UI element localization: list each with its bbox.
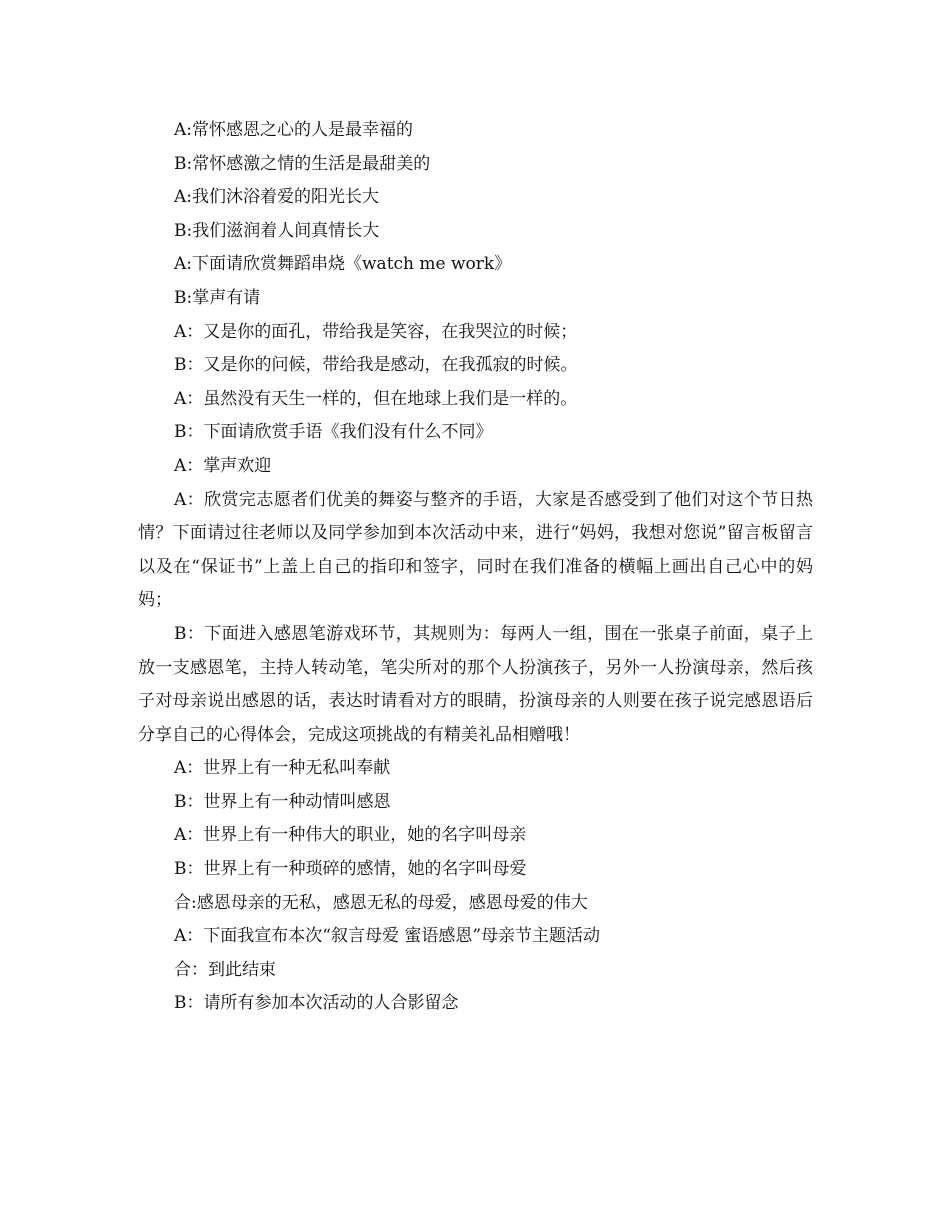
document-body xyxy=(138,114,813,1021)
paragraph-21: B：请所有参加本次活动的人合影留念 xyxy=(174,993,459,1014)
paragraph-8: B：又是你的问候，带给我是感动，在我孤寂的时候。 xyxy=(174,355,578,376)
paragraph-7: A：又是你的面孔，带给我是笑容，在我哭泣的时候； xyxy=(174,321,578,342)
paragraph-4: B:我们滋润着人间真情长大 xyxy=(174,220,380,241)
paragraph-11: A：掌声欢迎 xyxy=(174,455,272,476)
paragraph-2: B:常怀感激之情的生活是最甜美的 xyxy=(174,153,431,174)
paragraph-12: A：欣赏完志愿者们优美的舞姿与整齐的手语，大家是否感受到了他们对这个节日热情？下面请过往老师以及同学参加到本次活动中来，进行“妈妈，我想对您说”留言板留言以及在“保证书”上盖上自己的指印和签字，同时在我们准备的横幅上画出自己心中的妈妈； xyxy=(138,489,813,611)
paragraph-18: 合:感恩母亲的无私，感恩无私的母爱，感恩母爱的伟大 xyxy=(174,892,588,913)
paragraph-16: A：世界上有一种伟大的职业，她的名字叫母亲 xyxy=(174,825,527,846)
paragraph-6: B:掌声有请 xyxy=(174,287,261,308)
paragraph-14: A：世界上有一种无私叫奉献 xyxy=(174,758,391,779)
paragraph-1: A:常怀感恩之心的人是最幸福的 xyxy=(174,120,414,140)
paragraph-15: B：世界上有一种动情叫感恩 xyxy=(174,791,391,812)
paragraph-3: A:我们沐浴着爱的阳光长大 xyxy=(174,187,380,208)
paragraph-20: 合：到此结束 xyxy=(174,959,276,980)
paragraph-13: B：下面进入感恩笔游戏环节，其规则为：每两人一组，围在一张桌子前面，桌子上放一支感恩笔，主持人转动笔，笔尖所对的那个人扮演孩子，另外一人扮演母亲，然后孩子对母亲说出感恩的话，表达时请看对方的眼睛，扮演母亲的人则要在孩子说完感恩语后分享自己的心得体会，完成这项挑战的有精美礼品相赠哦！ xyxy=(138,623,813,745)
paragraph-17: B：世界上有一种琐碎的感情，她的名字叫母爱 xyxy=(174,859,527,880)
paragraph-10: B：下面请欣赏手语《我们没有什么不同》 xyxy=(174,422,493,443)
paragraph-19: A：下面我宣布本次“叙言母爱 蜜语感恩”母亲节主题活动 xyxy=(174,926,601,947)
paragraph-5: A:下面请欣赏舞蹈串烧《watch me work》 xyxy=(174,254,512,275)
paragraph-9: A：虽然没有天生一样的，但在地球上我们是一样的。 xyxy=(174,388,578,409)
